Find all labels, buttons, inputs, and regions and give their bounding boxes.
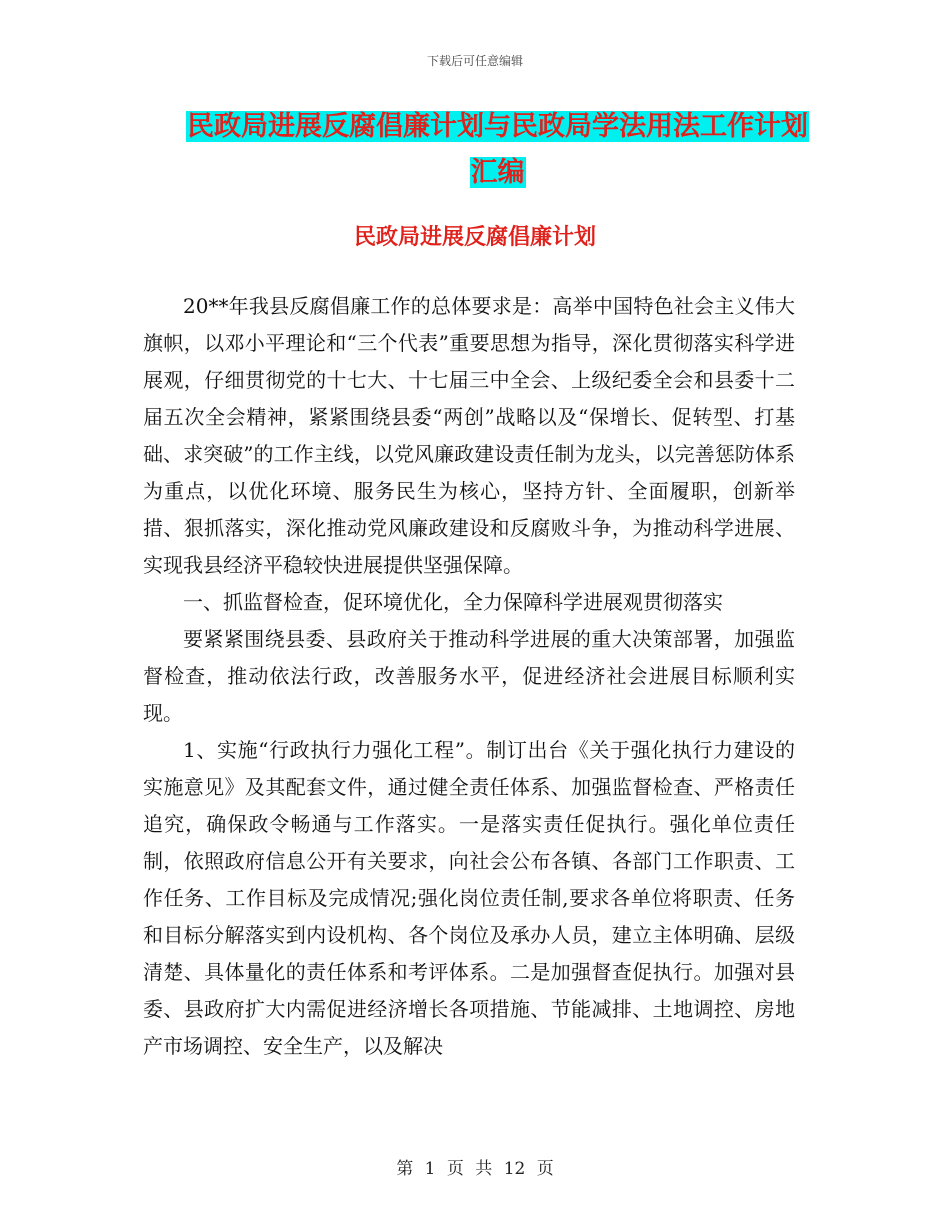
paragraph-section-1: 要紧紧围绕县委、县政府关于推动科学进展的重大决策部署，加强监督检查，推动依法行政，改善服务水平，促进经济社会进展目标顺利实现。 — [143, 627, 795, 725]
header-note: 下载后可任意编辑 — [426, 54, 523, 68]
section-title: 民政局进展反腐倡廉计划 — [353, 225, 596, 250]
section-heading-1: 一、抓监督检查，促环境优化，全力保障科学进展观贯彻落实 — [183, 590, 723, 614]
title-line-2: 汇编 — [470, 157, 525, 188]
paragraph-item-1: 1、实施“行政执行力强化工程”。制订出台《关于强化执行力建设的实施意见》及其配套文件，通过健全责任体系、加强监督检查、严格责任追究，确保政令畅通与工作落实。一是落实责任促执行。强化单位责任制，依照政府信息公开有关要求，向社会公布各镇、各部门工作职责、工作任务、工作目标及完成情况;强化岗位责任制,要求各单位将职责、任务和目标分解落实到内设机构、各个岗位及承办人员，建立主体明确、层级清楚、具体量化的责任体系和考评体系。二是加强督查促执行。加强对县委、县政府扩大内需促进经济增长各项措施、节能减排、土地调控、房地产市场调控、安全生产，以及解决 — [143, 738, 795, 1058]
title-line-1: 民政局进展反腐倡廉计划与民政局学法用法工作计划 — [187, 111, 808, 142]
document-title — [185, 104, 810, 196]
paragraph-intro: 20**年我县反腐倡廉工作的总体要求是：高举中国特色社会主义伟大旗帜，以邓小平理论和“三个代表”重要思想为指导，深化贯彻落实科学进展观，仔细贯彻党的十七大、十七届三中全会、上级纪委全会和县委十二届五次全会精神，紧紧围绕县委“两创”战略以及“保增长、促转型、打基础、求突破”的工作主线，以党风廉政建设责任制为龙头，以完善惩防体系为重点，以优化环境、服务民生为核心，坚持方针、全面履职，创新举措、狠抓落实，深化推动党风廉政建设和反腐败斗争，为推动科学进展、实现我县经济平稳较快进展提供坚强保障。 — [143, 294, 795, 577]
page-number: 第 1 页 共 12 页 — [396, 1159, 554, 1179]
document-body — [143, 288, 795, 1065]
